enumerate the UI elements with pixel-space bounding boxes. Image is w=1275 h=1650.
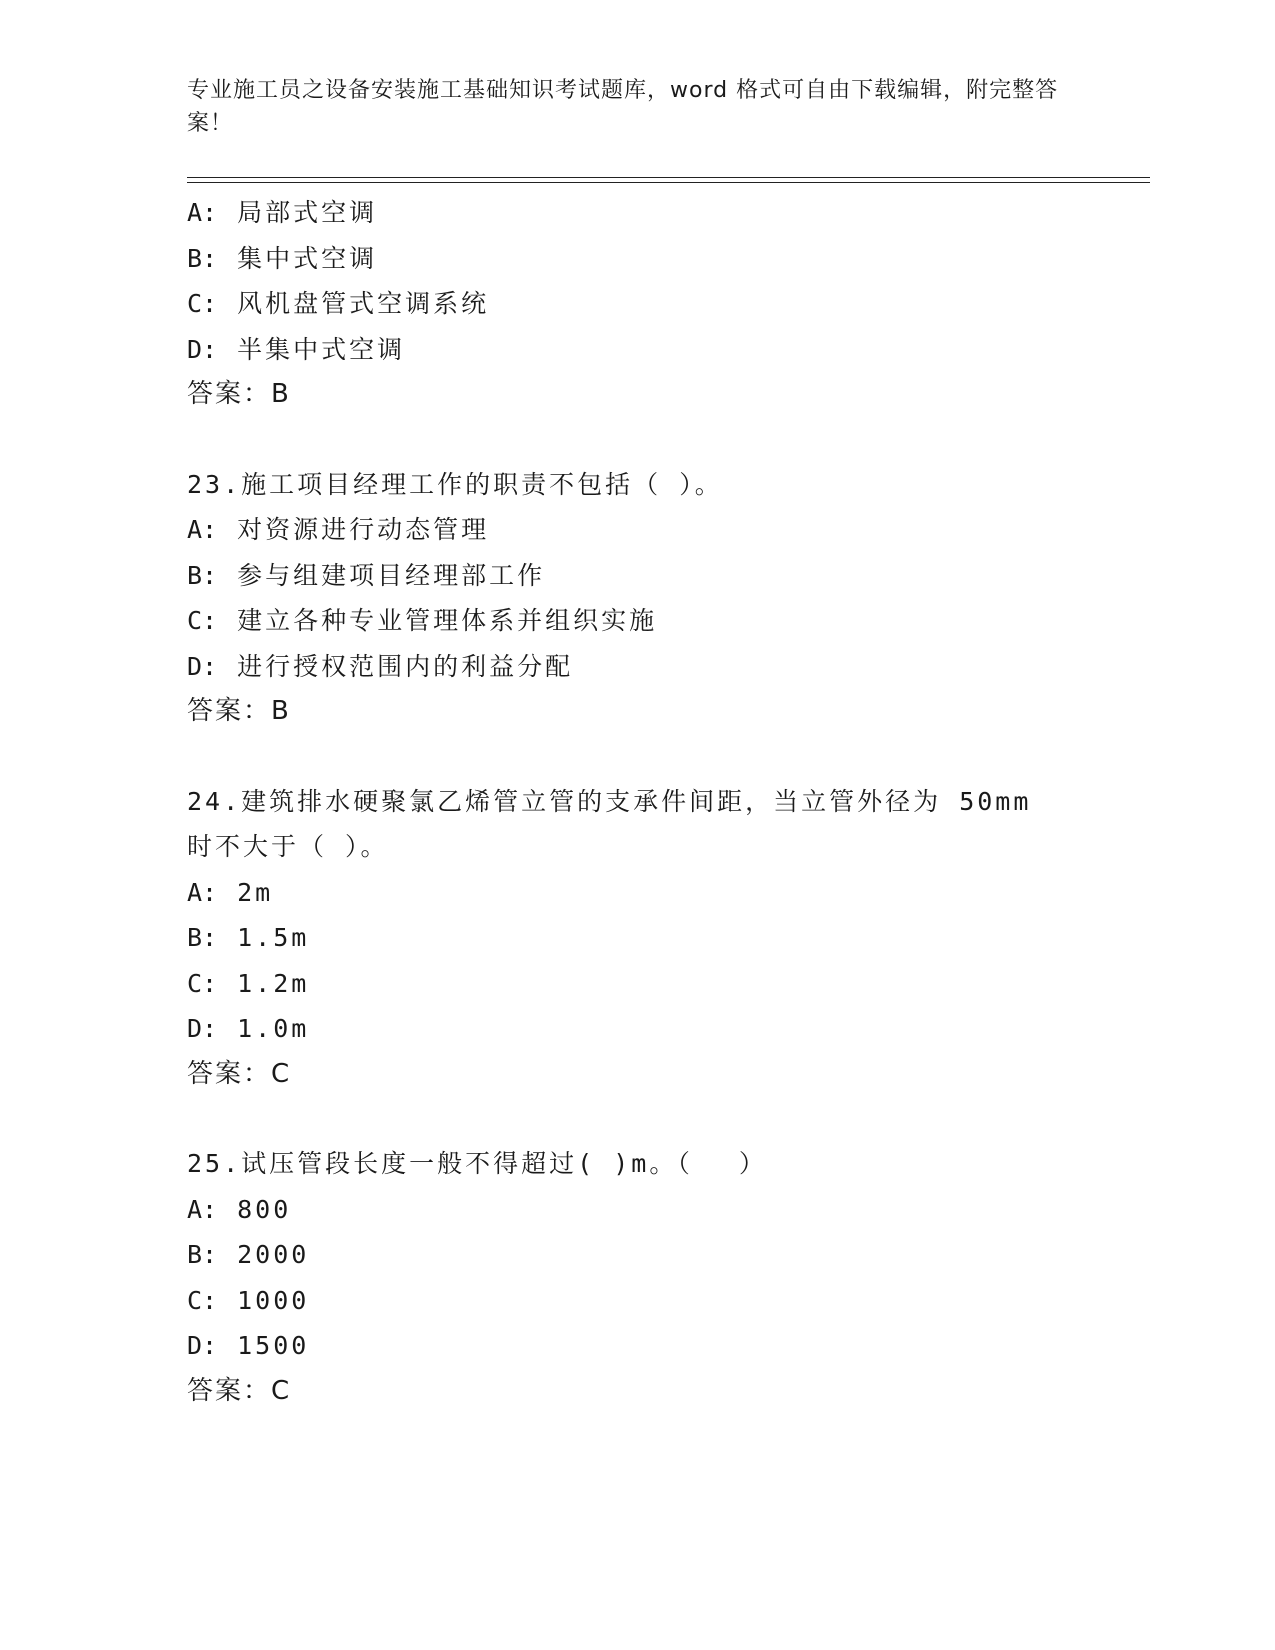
header-divider-bottom bbox=[187, 182, 1150, 183]
question-24 bbox=[187, 779, 1087, 1098]
question-22 bbox=[187, 190, 1087, 418]
question-25 bbox=[187, 1141, 1087, 1414]
option-a: A: 2m bbox=[187, 877, 274, 907]
option-b: B: 1.5m bbox=[187, 923, 310, 952]
option-b: B: 集中式空调 bbox=[187, 243, 378, 273]
question-list bbox=[187, 190, 1087, 1414]
answer-line: 答案：B bbox=[187, 696, 291, 726]
option-a: A: 对资源进行动态管理 bbox=[187, 515, 490, 544]
option-c: C: 风机盘管式空调系统 bbox=[187, 289, 490, 318]
option-d: D: 进行授权范围内的利益分配 bbox=[187, 651, 574, 681]
option-c: C: 1.2m bbox=[187, 968, 310, 998]
answer-line: 答案：C bbox=[187, 1375, 292, 1406]
answer-line: 答案：C bbox=[187, 1058, 292, 1089]
option-d: D: 半集中式空调 bbox=[187, 334, 406, 364]
option-b: B: 参与组建项目经理部工作 bbox=[187, 560, 546, 590]
question-stem: 23.施工项目经理工作的职责不包括（ ）。 bbox=[187, 469, 723, 499]
document-header: 专业施工员之设备安装施工基础知识考试题库，word 格式可自由下载编辑，附完整答案！ bbox=[187, 78, 1059, 136]
question-stem: 24.建筑排水硬聚氯乙烯管立管的支承件间距，当立管外径为 50mm 时不大于（ ）。 bbox=[187, 786, 1032, 861]
option-c: C: 建立各种专业管理体系并组织实施 bbox=[187, 606, 658, 635]
question-stem: 25.试压管段长度一般不得超过( )m。（ ） bbox=[187, 1149, 767, 1178]
option-d: D: 1500 bbox=[187, 1331, 310, 1360]
option-b: B: 2000 bbox=[187, 1240, 310, 1269]
option-a: A: 800 bbox=[187, 1194, 292, 1224]
option-a: A: 局部式空调 bbox=[187, 198, 378, 227]
header-divider-top bbox=[187, 177, 1150, 178]
question-23 bbox=[187, 462, 1087, 735]
answer-line: 答案：B bbox=[187, 379, 291, 409]
option-d: D: 1.0m bbox=[187, 1014, 310, 1043]
option-c: C: 1000 bbox=[187, 1285, 310, 1315]
